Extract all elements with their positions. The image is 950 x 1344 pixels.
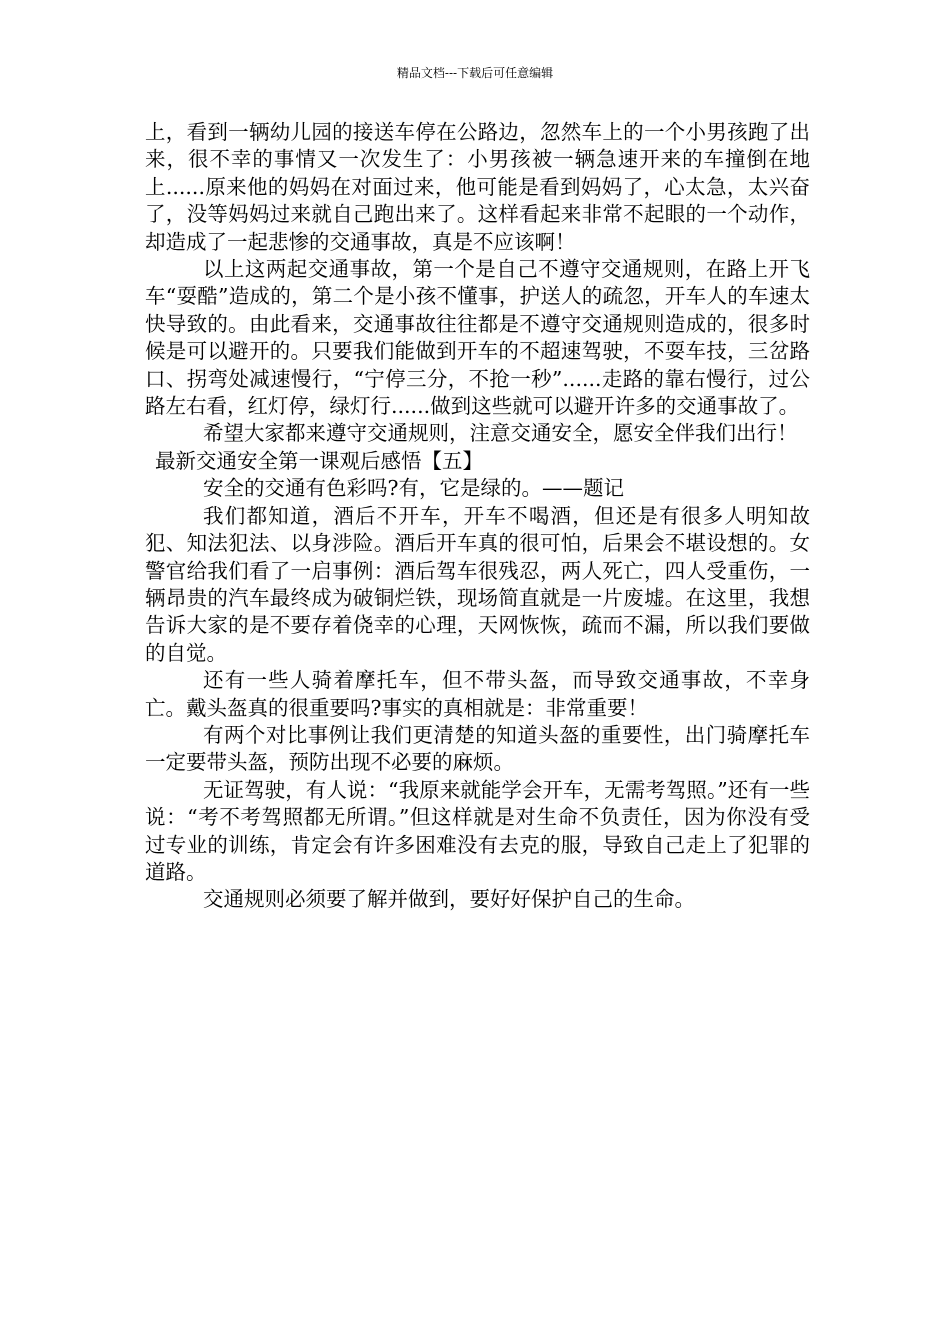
page-header: 精品文档---下载后可任意编辑 — [396, 66, 554, 80]
document-body — [145, 119, 810, 914]
paragraph: 交通规则必须要了解并做到，要好好保护自己的生命。 — [203, 887, 695, 912]
paragraph: 无证驾驶，有人说：“我原来就能学会开车，无需考驾照。”还有一些说：“考不考驾照都无所谓。”但这样就是对生命不负责任，因为你没有受过专业的训练，肯定会有许多困难没有去克的服，导致自己走上了犯罪的道路。 — [145, 777, 810, 884]
paragraph: 我们都知道，酒后不开车，开车不喝酒，但还是有很多人明知故犯、知法犯法、以身涉险。酒后开车真的很可怕，后果会不堪设想的。女警官给我们看了一启事例：酒后驾车很残忍，两人死亡，四人受重伤，一辆昂贵的汽车最终成为破铜烂铁，现场简直就是一片废墟。在这里，我想告诉大家的是不要存着侥幸的心理，天网恢恢，疏而不漏，所以我们要做的自觉。 — [145, 503, 810, 665]
paragraph-continuation: 上，看到一辆幼儿园的接送车停在公路边，忽然车上的一个小男孩跑了出来，很不幸的事情又一次发生了：小男孩被一辆急速开来的车撞倒在地上......原来他的妈妈在对面过来，他可能是看到妈妈了，心太急，太兴奋了，没等妈妈过来就自己跑出来了。这样看起来非常不起眼的一个动作，却造成了一起悲惨的交通事故，真是不应该啊！ — [145, 120, 810, 254]
paragraph: 以上这两起交通事故，第一个是自己不遵守交通规则，在路上开飞车“耍酷”造成的，第二个是小孩不懂事，护送人的疏忽，开车人的车速太快导致的。由此看来，交通事故往往都是不遵守交通规则造成的，很多时候是可以避开的。只要我们能做到开车的不超速驾驶，不耍车技，三岔路口、拐弯处减速慢行，“宁停三分，不抢一秒”......走路的靠右慢行，过公路左右看，红灯停，绿灯行......做到这些就可以避开许多的交通事故了。 — [145, 257, 810, 419]
paragraph: 有两个对比事例让我们更清楚的知道头盔的重要性，出门骑摩托车一定要带头盔，预防出现不必要的麻烦。 — [145, 722, 810, 775]
section-heading: 最新交通安全第一课观后感悟【五】 — [155, 448, 483, 473]
paragraph: 还有一些人骑着摩托车，但不带头盔，而导致交通事故，不幸身亡。戴头盔真的很重要吗?事实的真相就是：非常重要！ — [145, 668, 810, 720]
epigraph: 安全的交通有色彩吗?有，它是绿的。——题记 — [203, 476, 624, 501]
paragraph: 希望大家都来遵守交通规则，注意交通安全，愿安全伴我们出行！ — [203, 421, 798, 446]
